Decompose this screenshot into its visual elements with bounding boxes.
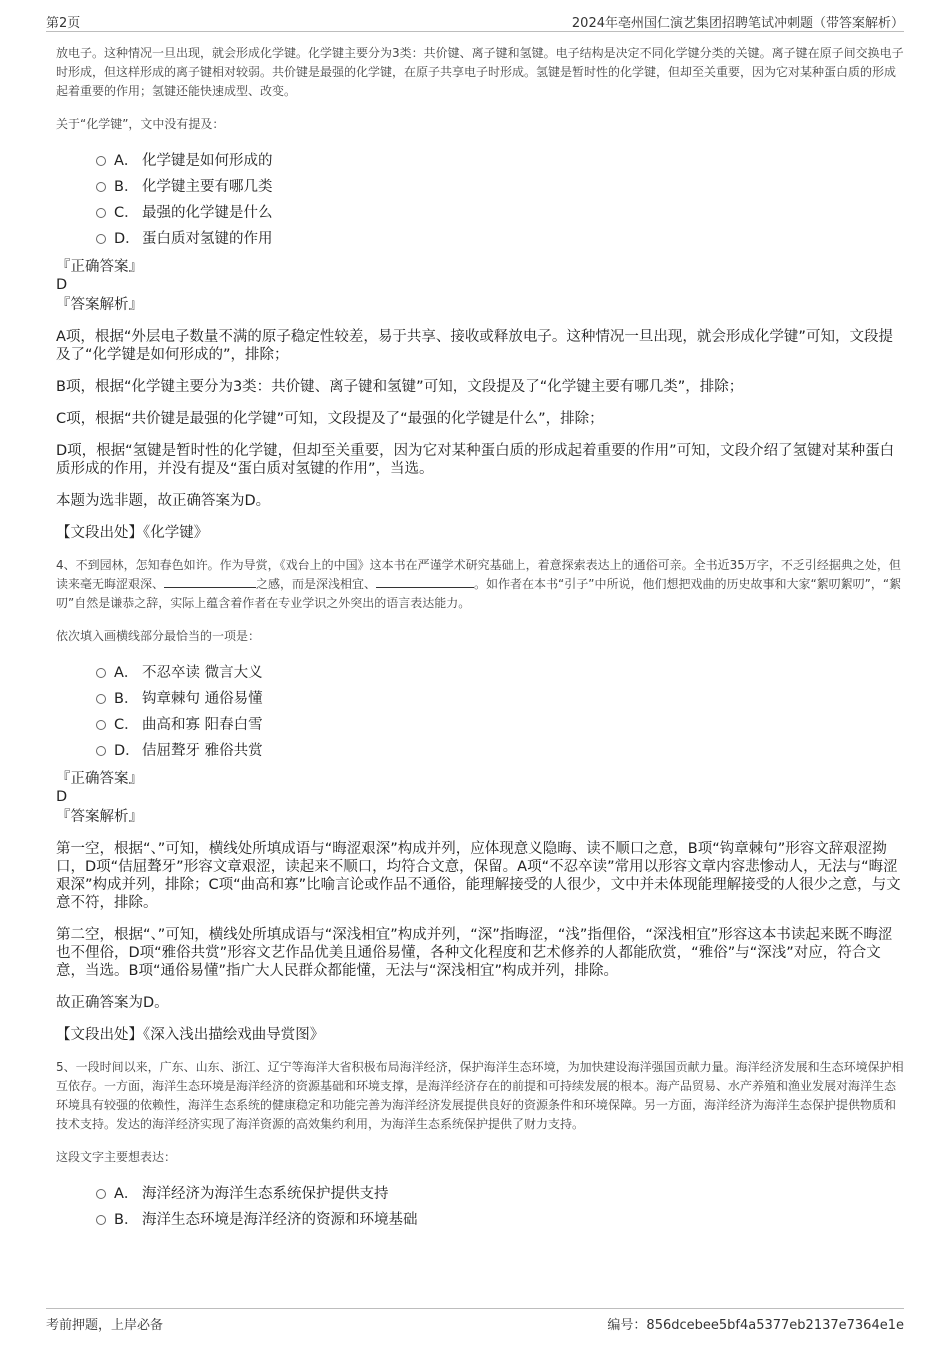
footer-divider [46,1308,904,1309]
q5-option-b[interactable]: B． 海洋生态环境是海洋经济的资源和环境基础 [96,1205,904,1231]
q3-option-c[interactable]: C． 最强的化学键是什么 [96,198,904,224]
radio-icon[interactable] [96,156,106,166]
q3-option-d[interactable]: D． 蛋白质对氢键的作用 [96,224,904,250]
radio-icon[interactable] [96,746,106,756]
document-title: 2024年亳州国仁演艺集团招聘笔试冲刺题（带答案解析） [571,16,904,31]
q5-option-a[interactable]: A． 海洋经济为海洋生态系统保护提供支持 [96,1179,904,1205]
radio-icon[interactable] [96,668,106,678]
q4-analysis-blank-2: 第二空，根据“、”可知，横线处所填成语与“深浅相宜”构成并列，“深”指晦涩，“浅”指俚俗，“深浅相宜”形容这本书读起来既不晦涩也不俚俗，D项“雅俗共赏”形容文艺作品优美且通俗易懂，各种文化程度和艺术修养的人都能欣赏，“雅俗”与“深浅”对应，符合文意，当选。B项“通俗易懂”指广大人民群众都能懂，无法与“深浅相宜”构成并列，排除。 [56,927,893,979]
q4-blank-1 [164,576,256,588]
q3-conclusion: 本题为选非题，故正确答案为D。 [56,493,271,509]
q4-option-b[interactable]: B． 钩章棘句 通俗易懂 [96,684,904,710]
document-serial: 编号：856dcebee5bf4a5377eb2137e7364e1e [607,1318,904,1333]
radio-icon[interactable] [96,182,106,192]
q3-question: 关于“化学键”，文中没有提及： [56,117,225,131]
q4-conclusion: 故正确答案为D。 [56,995,169,1011]
q5-question: 这段文字主要想表达： [56,1150,177,1164]
q3-answer-label: 『正确答案』 [56,259,143,275]
q4-analysis-label: 『答案解析』 [56,809,143,825]
q4-source: 【文段出处】《深入浅出描绘戏曲导赏图》 [56,1027,325,1043]
q4-analysis-blank-1: 第一空，根据“、”可知，横线处所填成语与“晦涩艰深”构成并列，应体现意义隐晦、读不顺口之意，B项“钩章棘句”形容文辞艰涩拗口，D项“佶屈聱牙”形容文章艰涩，读起来不顺口，均符合文意，保留。A项“不忍卒读”常用以形容文章内容悲惨动人，无法与“晦涩艰深”构成并列，排除；C项“曲高和寡”比喻言论或作品不通俗，能理解接受的人很少，文中并未体现能理解接受的人很少之意，与文意不符，排除。 [56,841,901,911]
page-number: 第2页 [46,16,81,31]
q3-analysis-d: D项，根据“氢键是暂时性的化学键，但却至关重要，因为它对某种蛋白质的形成起着重要的作用”可知，文段介绍了氢键对某种蛋白质形成的作用，并没有提及“蛋白质对氢键的作用”，当选。 [56,443,895,477]
q4-blank-2 [376,576,474,588]
q5-options [96,1179,904,1231]
q3-option-a[interactable]: A． 化学键是如何形成的 [96,146,904,172]
q4-question: 依次填入画横线部分最恰当的一项是： [56,629,261,643]
page-footer [46,1314,904,1333]
radio-icon[interactable] [96,1189,106,1199]
page-header [46,12,904,31]
footer-slogan: 考前押题，上岸必备 [46,1318,164,1333]
radio-icon[interactable] [96,694,106,704]
radio-icon[interactable] [96,720,106,730]
radio-icon[interactable] [96,234,106,244]
q4-option-a[interactable]: A． 不忍卒读 微言大义 [96,658,904,684]
q3-source: 【文段出处】《化学键》 [56,525,209,541]
q3-analysis-b: B项，根据“化学键主要分为3类：共价键、离子键和氢键”可知，文段提及了“化学键主要有哪几类”，排除； [56,379,744,395]
q3-analysis-label: 『答案解析』 [56,297,143,313]
q3-passage: 放电子。这种情况一旦出现，就会形成化学键。化学键主要分为3类：共价键、离子键和氢键。电子结构是决定不同化学键分类的关键。离子键在原子间交换电子时形成，但这样形成的离子键相对较弱。共价键是最强的化学键，在原子共享电子时形成。氢键是暂时性的化学键，但却至关重要，因为它对某种蛋白质的形成起着重要的作用；氢键还能快速成型、改变。 [56,46,904,98]
q3-option-b[interactable]: B． 化学键主要有哪几类 [96,172,904,198]
q5-passage: 5、一段时间以来，广东、山东、浙江、辽宁等海洋大省积极布局海洋经济，保护海洋生态环境，为加快建设海洋强国贡献力量。海洋经济发展和生态环境保护相互依存。一方面，海洋生态环境是海洋经济的资源基础和环境支撑，是海洋经济存在的前提和可持续发展的根本。海产品贸易、水产养殖和渔业发展对海洋生态环境具有较强的依赖性，海洋生态系统的健康稳定和功能完善为海洋经济发展提供良好的资源条件和环境保障。另一方面，海洋经济为海洋生态保护提供物质和技术支持。发达的海洋经济实现了海洋资源的高效集约利用，为海洋生态系统保护提供了财力支持。 [56,1060,904,1131]
q4-passage: 4、不到园林，怎知春色如许。作为导赏，《戏台上的中国》这本书在严谨学术研究基础上，着意探索表达上的通俗可亲。全书近35万字，不乏引经据典之处，但读来毫无晦涩艰深、 之感，而是深浅相宜、 。如作者在本书“引子”中所说，他们想把戏曲的历史故事和大家“絮叨絮叨”，“絮叨”自然是谦恭之辞，实际上蕴含着作者在专业学识之外突出的语言表达能力。 [56,558,902,610]
header-divider [46,31,904,32]
q4-option-c[interactable]: C． 曲高和寡 阳春白雪 [96,710,904,736]
q4-option-d[interactable]: D． 佶屈聱牙 雅俗共赏 [96,736,904,762]
q3-options [96,146,904,250]
radio-icon[interactable] [96,1215,106,1225]
q3-analysis-c: C项，根据“共价键是最强的化学键”可知，文段提及了“最强的化学键是什么”，排除； [56,411,604,427]
q4-answer: D [56,789,68,805]
page-content [56,44,904,1231]
q3-answer: D [56,277,68,293]
q4-options [96,658,904,762]
q4-answer-label: 『正确答案』 [56,771,143,787]
q3-analysis-a: A项，根据“外层电子数量不满的原子稳定性较差，易于共享、接收或释放电子。这种情况一旦出现，就会形成化学键”可知，文段提及了“化学键是如何形成的”，排除； [56,329,893,363]
radio-icon[interactable] [96,208,106,218]
